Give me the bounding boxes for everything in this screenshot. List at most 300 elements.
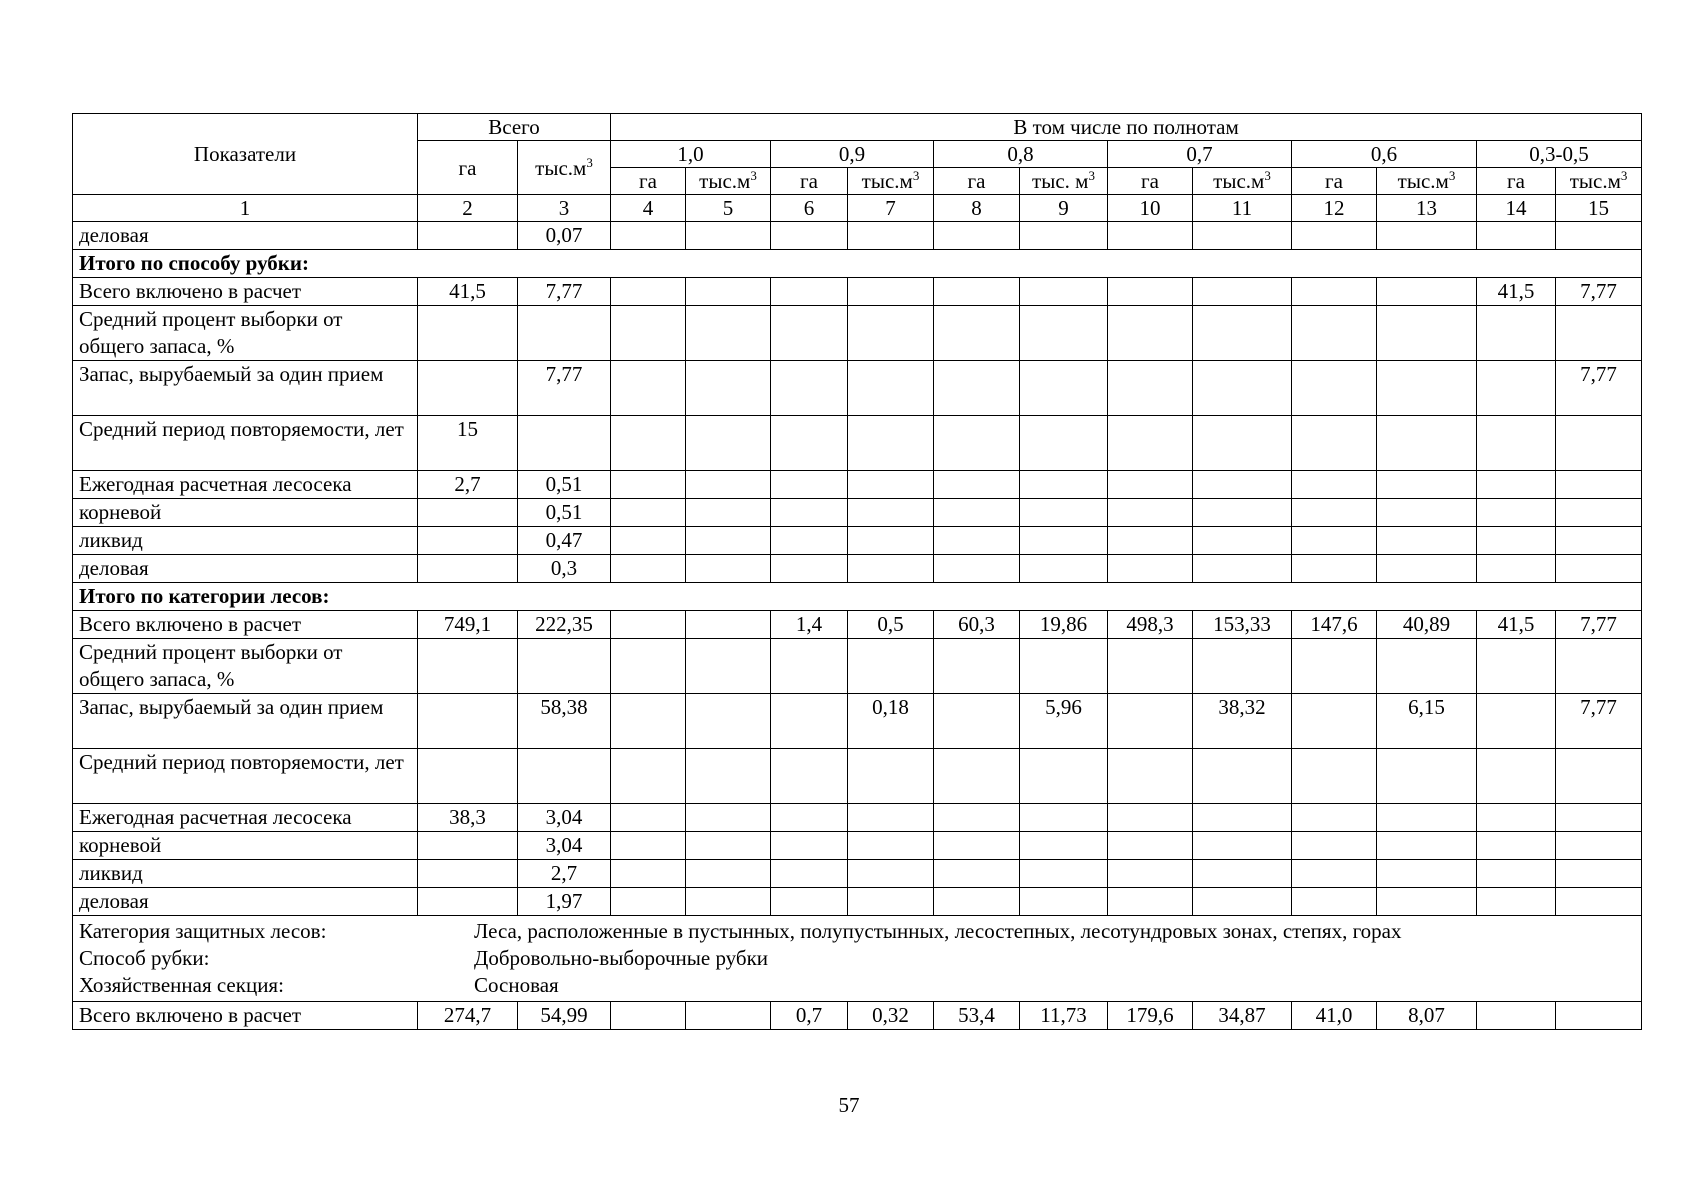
table-cell: 0,5: [848, 611, 934, 639]
table-row: [73, 555, 1642, 583]
table-cell: [1292, 306, 1377, 361]
table-cell: [611, 1002, 686, 1030]
unit-text: тыс. м: [1032, 169, 1089, 193]
table-cell: [611, 694, 686, 749]
table-cell: [1292, 749, 1377, 804]
column-number: 1: [73, 195, 418, 222]
column-number: 12: [1292, 195, 1377, 222]
table-cell: [771, 222, 848, 250]
section-value: Сосновая: [474, 973, 559, 997]
table-cell: [848, 639, 934, 694]
table-cell: [1556, 804, 1642, 832]
table-cell: [1108, 749, 1193, 804]
table-cell: [1292, 804, 1377, 832]
table-cell: [848, 471, 934, 499]
table-row: [73, 694, 1642, 749]
table-cell: 7,77: [518, 361, 611, 416]
unit-text: тыс.м: [1213, 169, 1265, 193]
table-cell: [1292, 555, 1377, 583]
table-cell: [934, 499, 1020, 527]
table-cell: [686, 804, 771, 832]
table-cell: [1193, 416, 1292, 471]
table-cell: 153,33: [1193, 611, 1292, 639]
table-cell: [1377, 555, 1477, 583]
table-cell: [848, 749, 934, 804]
table-cell: [1477, 416, 1556, 471]
column-number: 5: [686, 195, 771, 222]
table-cell: 0,47: [518, 527, 611, 555]
table-cell: 34,87: [1193, 1002, 1292, 1030]
table-cell: [848, 555, 934, 583]
table-cell: [848, 832, 934, 860]
table-cell: [1020, 804, 1108, 832]
table-cell: [611, 639, 686, 694]
table-footer: [73, 916, 1642, 1030]
section-row: [73, 250, 1642, 278]
table-cell: [1556, 888, 1642, 916]
row-label: Всего включено в расчет: [73, 278, 418, 306]
table-row: [73, 1002, 1642, 1030]
table-cell: [1108, 832, 1193, 860]
table-cell: [1292, 471, 1377, 499]
table-cell: [1108, 499, 1193, 527]
table-cell: [1292, 832, 1377, 860]
table-cell: 0,07: [518, 222, 611, 250]
table-cell: [771, 527, 848, 555]
table-cell: [1477, 1002, 1556, 1030]
table-cell: 7,77: [1556, 694, 1642, 749]
header-total-kcm: [518, 141, 611, 195]
table-cell: [1193, 278, 1292, 306]
table-cell: [418, 527, 518, 555]
table-cell: [1477, 555, 1556, 583]
table-cell: [1292, 278, 1377, 306]
table-cell: [848, 306, 934, 361]
table-cell: [611, 527, 686, 555]
table-cell: [934, 555, 1020, 583]
table-cell: [1377, 361, 1477, 416]
table-cell: [611, 611, 686, 639]
table-cell: [1020, 416, 1108, 471]
table-cell: 5,96: [1020, 694, 1108, 749]
table-cell: [418, 694, 518, 749]
table-body: [73, 222, 1642, 916]
table-cell: 0,18: [848, 694, 934, 749]
table-cell: [1477, 694, 1556, 749]
column-number: 2: [418, 195, 518, 222]
table-cell: [1556, 416, 1642, 471]
unit-sup: 3: [1264, 168, 1271, 183]
table-cell: [1108, 888, 1193, 916]
unit-text: тыс.м: [1397, 169, 1449, 193]
table-cell: [1020, 749, 1108, 804]
table-row: [73, 888, 1642, 916]
table-cell: [418, 361, 518, 416]
row-label: Средний процент выборки от общего запаса, %: [73, 306, 418, 361]
table-cell: [1108, 860, 1193, 888]
info-block: [73, 916, 1642, 1002]
table-cell: [1193, 888, 1292, 916]
table-cell: [686, 888, 771, 916]
table-cell: [1020, 361, 1108, 416]
table-cell: 0,51: [518, 471, 611, 499]
table-cell: [1377, 278, 1477, 306]
table-cell: [1377, 804, 1477, 832]
table-cell: [934, 832, 1020, 860]
table-cell: [1292, 499, 1377, 527]
table-cell: [1193, 860, 1292, 888]
unit-sup: 3: [1088, 168, 1095, 183]
table-cell: [771, 416, 848, 471]
table-cell: [1108, 527, 1193, 555]
table-cell: [1020, 306, 1108, 361]
table-cell: [848, 804, 934, 832]
table-cell: [418, 639, 518, 694]
header-unit-kcm: [1193, 168, 1292, 195]
table-cell: [611, 416, 686, 471]
table-cell: 19,86: [1020, 611, 1108, 639]
row-label: Средний процент выборки от общего запаса, %: [73, 639, 418, 694]
table-cell: [518, 306, 611, 361]
section-label: Хозяйственная секция:: [79, 973, 284, 997]
method-value: Добровольно-выборочные рубки: [474, 946, 769, 970]
table-cell: 41,5: [1477, 611, 1556, 639]
table-cell: [934, 416, 1020, 471]
table-cell: [1477, 832, 1556, 860]
header-density: 0,8: [934, 141, 1108, 168]
table-cell: [1292, 527, 1377, 555]
table-cell: [1193, 749, 1292, 804]
header-unit-kcm: [1377, 168, 1477, 195]
table-cell: [1477, 527, 1556, 555]
table-cell: [686, 832, 771, 860]
table-cell: 58,38: [518, 694, 611, 749]
table-cell: [1020, 278, 1108, 306]
forest-table: [72, 113, 1642, 1030]
row-label: Всего включено в расчет: [73, 611, 418, 639]
unit-text: тыс.м: [699, 169, 751, 193]
header-unit-kcm: [686, 168, 771, 195]
header-total-ha: га: [418, 141, 518, 195]
table-cell: [686, 222, 771, 250]
table-cell: [1377, 860, 1477, 888]
column-number: 8: [934, 195, 1020, 222]
table-cell: [848, 499, 934, 527]
table-cell: [1292, 361, 1377, 416]
unit-text: тыс.м: [1569, 169, 1621, 193]
table-cell: [1108, 278, 1193, 306]
row-label: корневой: [73, 832, 418, 860]
table-cell: [1377, 832, 1477, 860]
table-cell: 54,99: [518, 1002, 611, 1030]
table-cell: [686, 527, 771, 555]
table-cell: [771, 278, 848, 306]
header-unit-ha: га: [1477, 168, 1556, 195]
table-cell: [1477, 306, 1556, 361]
table-row: [73, 499, 1642, 527]
table-cell: 7,77: [1556, 611, 1642, 639]
table-cell: [848, 361, 934, 416]
unit-sup: 3: [750, 168, 757, 183]
info-line: [79, 945, 1635, 972]
unit-text: тыс.м: [861, 169, 913, 193]
table-cell: [611, 555, 686, 583]
table-cell: 0,51: [518, 499, 611, 527]
table-cell: [686, 639, 771, 694]
table-cell: [771, 306, 848, 361]
table-cell: 147,6: [1292, 611, 1377, 639]
table-cell: [1477, 749, 1556, 804]
table-cell: [686, 278, 771, 306]
table-cell: [1193, 222, 1292, 250]
table-cell: [611, 888, 686, 916]
table-cell: [771, 749, 848, 804]
table-cell: [848, 860, 934, 888]
table-cell: [771, 555, 848, 583]
table-cell: [1477, 361, 1556, 416]
table-cell: [686, 361, 771, 416]
table-cell: 749,1: [418, 611, 518, 639]
table-cell: 1,4: [771, 611, 848, 639]
table-cell: [934, 804, 1020, 832]
table-row: [73, 749, 1642, 804]
table-row: [73, 222, 1642, 250]
table-cell: [418, 832, 518, 860]
table-cell: 40,89: [1377, 611, 1477, 639]
header-total: Всего: [418, 114, 611, 141]
table-cell: [418, 499, 518, 527]
header-density: 0,7: [1108, 141, 1292, 168]
table-cell: 222,35: [518, 611, 611, 639]
table-cell: [1292, 860, 1377, 888]
table-cell: [1377, 888, 1477, 916]
table-cell: [611, 306, 686, 361]
column-number: 7: [848, 195, 934, 222]
table-cell: [1477, 888, 1556, 916]
header-unit-kcm: [1020, 168, 1108, 195]
table-cell: [686, 611, 771, 639]
table-cell: [1020, 832, 1108, 860]
table-cell: [1556, 527, 1642, 555]
row-label: Всего включено в расчет: [73, 1002, 418, 1030]
category-label: Категория защитных лесов:: [79, 919, 327, 943]
column-number: 15: [1556, 195, 1642, 222]
page-number: 57: [838, 1093, 860, 1117]
table-cell: [1556, 222, 1642, 250]
table-cell: [934, 361, 1020, 416]
table-cell: [1556, 471, 1642, 499]
table-cell: [1477, 639, 1556, 694]
table-cell: 179,6: [1108, 1002, 1193, 1030]
column-number: 14: [1477, 195, 1556, 222]
row-label: ликвид: [73, 860, 418, 888]
table-cell: [1193, 527, 1292, 555]
table-cell: [1377, 749, 1477, 804]
table-cell: [1193, 832, 1292, 860]
row-label: деловая: [73, 222, 418, 250]
header-density: 0,3-0,5: [1477, 141, 1642, 168]
table-cell: [686, 694, 771, 749]
table-cell: [1477, 860, 1556, 888]
table-cell: [771, 860, 848, 888]
table-cell: [1108, 639, 1193, 694]
table-cell: [1477, 499, 1556, 527]
unit-sup: 3: [1448, 168, 1456, 183]
table-cell: [518, 639, 611, 694]
table-cell: [1108, 804, 1193, 832]
table-cell: [1108, 306, 1193, 361]
table-cell: [934, 888, 1020, 916]
table-cell: 2,7: [418, 471, 518, 499]
table-cell: [1292, 416, 1377, 471]
table-cell: 38,3: [418, 804, 518, 832]
table-cell: [934, 306, 1020, 361]
table-cell: [418, 555, 518, 583]
table-cell: [1556, 860, 1642, 888]
table-cell: [1377, 222, 1477, 250]
table-cell: [1193, 804, 1292, 832]
row-label: ликвид: [73, 527, 418, 555]
table-cell: [1020, 639, 1108, 694]
table-cell: [1477, 471, 1556, 499]
table-cell: [771, 832, 848, 860]
table-cell: [1193, 471, 1292, 499]
table-cell: [418, 860, 518, 888]
table-cell: 11,73: [1020, 1002, 1108, 1030]
section-title: Итого по категории лесов:: [73, 583, 1642, 611]
header-unit-kcm: [848, 168, 934, 195]
table-cell: [848, 888, 934, 916]
method-label: Способ рубки:: [79, 946, 210, 970]
table-row: [73, 527, 1642, 555]
header-density: 1,0: [611, 141, 771, 168]
table-cell: [1377, 639, 1477, 694]
table-cell: [1193, 499, 1292, 527]
row-label: Ежегодная расчетная лесосека: [73, 471, 418, 499]
table-cell: [848, 416, 934, 471]
unit-sup: 3: [1620, 168, 1628, 183]
column-number: 3: [518, 195, 611, 222]
header-density: 0,9: [771, 141, 934, 168]
table-cell: [686, 416, 771, 471]
column-number: 11: [1193, 195, 1292, 222]
table-cell: [686, 499, 771, 527]
table-cell: [771, 639, 848, 694]
row-label: Запас, вырубаемый за один прием: [73, 361, 418, 416]
table-cell: [1108, 555, 1193, 583]
info-row: [73, 916, 1642, 1002]
header-unit-ha: га: [611, 168, 686, 195]
table-cell: [611, 860, 686, 888]
table-cell: [1193, 639, 1292, 694]
table-cell: [1292, 888, 1377, 916]
table-cell: [1477, 804, 1556, 832]
table-cell: [418, 306, 518, 361]
row-label: Средний период повторяемости, лет: [73, 749, 418, 804]
table-cell: 3,04: [518, 832, 611, 860]
table-cell: 274,7: [418, 1002, 518, 1030]
table-cell: 2,7: [518, 860, 611, 888]
table-cell: 1,97: [518, 888, 611, 916]
header-indicators: Показатели: [73, 114, 418, 195]
table-cell: [611, 499, 686, 527]
table-cell: [771, 361, 848, 416]
header-unit-kcm: [1556, 168, 1642, 195]
table-cell: [611, 749, 686, 804]
table-cell: [1108, 361, 1193, 416]
table-cell: [1193, 361, 1292, 416]
section-row: [73, 583, 1642, 611]
table-cell: [418, 749, 518, 804]
table-cell: [848, 527, 934, 555]
section-title: Итого по способу рубки:: [73, 250, 1642, 278]
table-cell: [771, 499, 848, 527]
table-cell: [934, 471, 1020, 499]
table-cell: [1377, 306, 1477, 361]
table-cell: [611, 471, 686, 499]
table-cell: 0,32: [848, 1002, 934, 1030]
column-number: 9: [1020, 195, 1108, 222]
table-cell: [418, 222, 518, 250]
table-cell: 7,77: [1556, 278, 1642, 306]
table-cell: [1377, 527, 1477, 555]
column-numbers-row: [73, 195, 1642, 222]
info-line: [79, 918, 1635, 945]
table-cell: [1020, 471, 1108, 499]
table-cell: [1193, 555, 1292, 583]
unit-text: тыс.м: [535, 155, 587, 180]
table-row: [73, 804, 1642, 832]
info-line: [79, 972, 1635, 999]
table-cell: 60,3: [934, 611, 1020, 639]
table-cell: 38,32: [1193, 694, 1292, 749]
table-cell: [1108, 694, 1193, 749]
table-cell: [934, 278, 1020, 306]
header-by-density: В том числе по полнотам: [611, 114, 1642, 141]
table-cell: 41,5: [1477, 278, 1556, 306]
table-cell: [1020, 499, 1108, 527]
table-cell: [1108, 416, 1193, 471]
row-label: деловая: [73, 888, 418, 916]
table-cell: [1556, 555, 1642, 583]
table-cell: 8,07: [1377, 1002, 1477, 1030]
table-cell: [686, 471, 771, 499]
header-density: 0,6: [1292, 141, 1477, 168]
table-row: [73, 860, 1642, 888]
row-label: деловая: [73, 555, 418, 583]
table-cell: [418, 888, 518, 916]
table-row: [73, 639, 1642, 694]
table-cell: 41,0: [1292, 1002, 1377, 1030]
table-cell: 15: [418, 416, 518, 471]
table-cell: [1377, 416, 1477, 471]
table-cell: [1556, 639, 1642, 694]
header-unit-ha: га: [934, 168, 1020, 195]
unit-sup: 3: [912, 168, 920, 183]
table-cell: [1292, 222, 1377, 250]
row-label: Запас, вырубаемый за один прием: [73, 694, 418, 749]
table-cell: [934, 222, 1020, 250]
table-cell: [771, 471, 848, 499]
table-cell: [686, 860, 771, 888]
header-unit-ha: га: [1108, 168, 1193, 195]
table-cell: [934, 860, 1020, 888]
table-cell: [771, 804, 848, 832]
table-cell: [611, 278, 686, 306]
table-cell: [848, 278, 934, 306]
table-cell: 0,3: [518, 555, 611, 583]
table-cell: [1292, 694, 1377, 749]
